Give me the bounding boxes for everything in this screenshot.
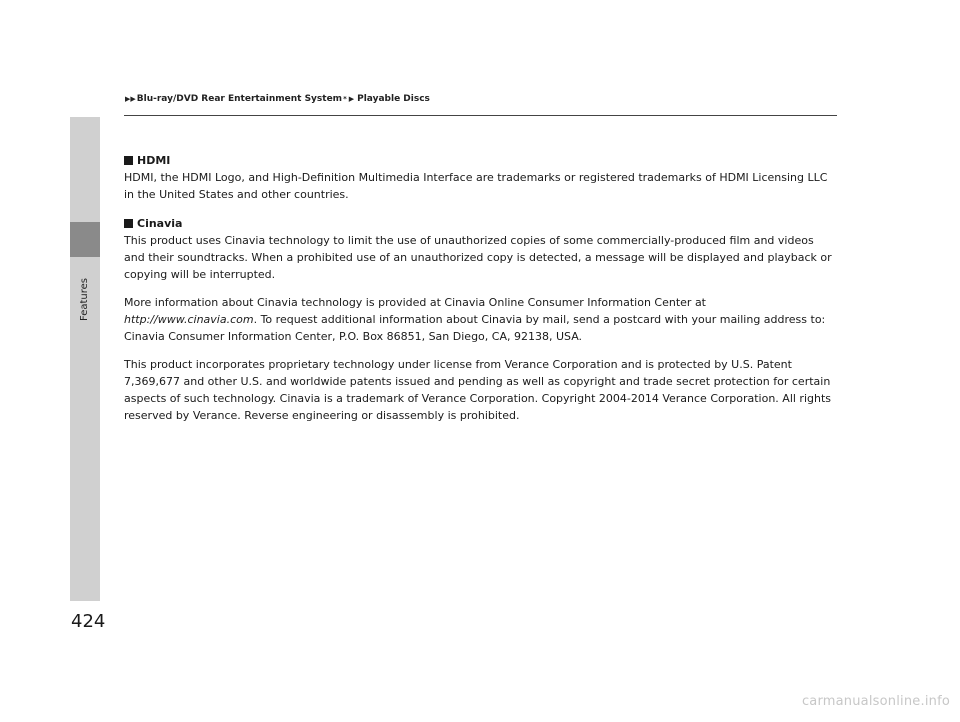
header-divider: [124, 115, 837, 116]
cinavia-paragraph: This product uses Cinavia technology to limit the use of unauthorized copies of some commercially-produced film and videos and their soundtracks. When a prohibited use of an unauthorized copy is detected, a message will be displayed and playback or copying will be interrupted.: [124, 234, 832, 281]
breadcrumb-item-system[interactable]: Blu-ray/DVD Rear Entertainment System: [136, 94, 343, 104]
optional-feature-asterisk: *: [343, 95, 347, 103]
breadcrumb-item-playable-discs[interactable]: Playable Discs: [357, 94, 430, 104]
watermark: carmanualsonline.info: [801, 694, 950, 709]
breadcrumb: [125, 94, 430, 104]
cinavia-url-link[interactable]: http://www.cinavia.com: [124, 313, 254, 326]
sidebar-section-label: Features: [79, 278, 90, 321]
square-bullet-icon: [124, 156, 133, 165]
more-info-text-before: More information about Cinavia technology is provided at Cinavia Online Consumer Information Center at: [124, 296, 706, 309]
more-info-text-after: . To request additional information about Cinavia by mail, send a postcard with your mailing address to: Cinavia Consumer Information Center, P.O. Box 86851, San Diego, CA, 92138, USA.: [124, 313, 826, 343]
breadcrumb-arrow-icon: ▶: [348, 95, 355, 103]
square-bullet-icon: [124, 219, 133, 228]
section-heading-cinavia: [124, 215, 836, 232]
sidebar-section-marker: [70, 222, 100, 257]
section-heading-cinavia-text: Cinavia: [137, 217, 183, 230]
section-heading-hdmi-text: HDMI: [137, 154, 171, 167]
hdmi-paragraph: HDMI, the HDMI Logo, and High-Definition Multimedia Interface are trademarks or registered trademarks of HDMI Licensing LLC in the United States and other countries.: [124, 171, 828, 201]
cinavia-more-info-paragraph: [124, 294, 836, 345]
sidebar-tab: [70, 117, 100, 601]
page-number: 424: [71, 611, 106, 632]
main-content: [124, 152, 836, 424]
cinavia-license-paragraph: This product incorporates proprietary technology under license from Verance Corporation and is protected by U.S. Patent 7,369,677 and other U.S. and worldwide patents issued and pending as well as copyright and trade secret protection for certain aspects of such technology. Cinavia is a trademark of Verance Corporation. Copyright 2004-2014 Verance Corporation. All rights reserved by Verance. Reverse engineering or disassembly is prohibited.: [124, 358, 832, 422]
section-heading-hdmi: [124, 152, 836, 169]
breadcrumb-arrow-icon: ▶▶: [125, 95, 136, 103]
